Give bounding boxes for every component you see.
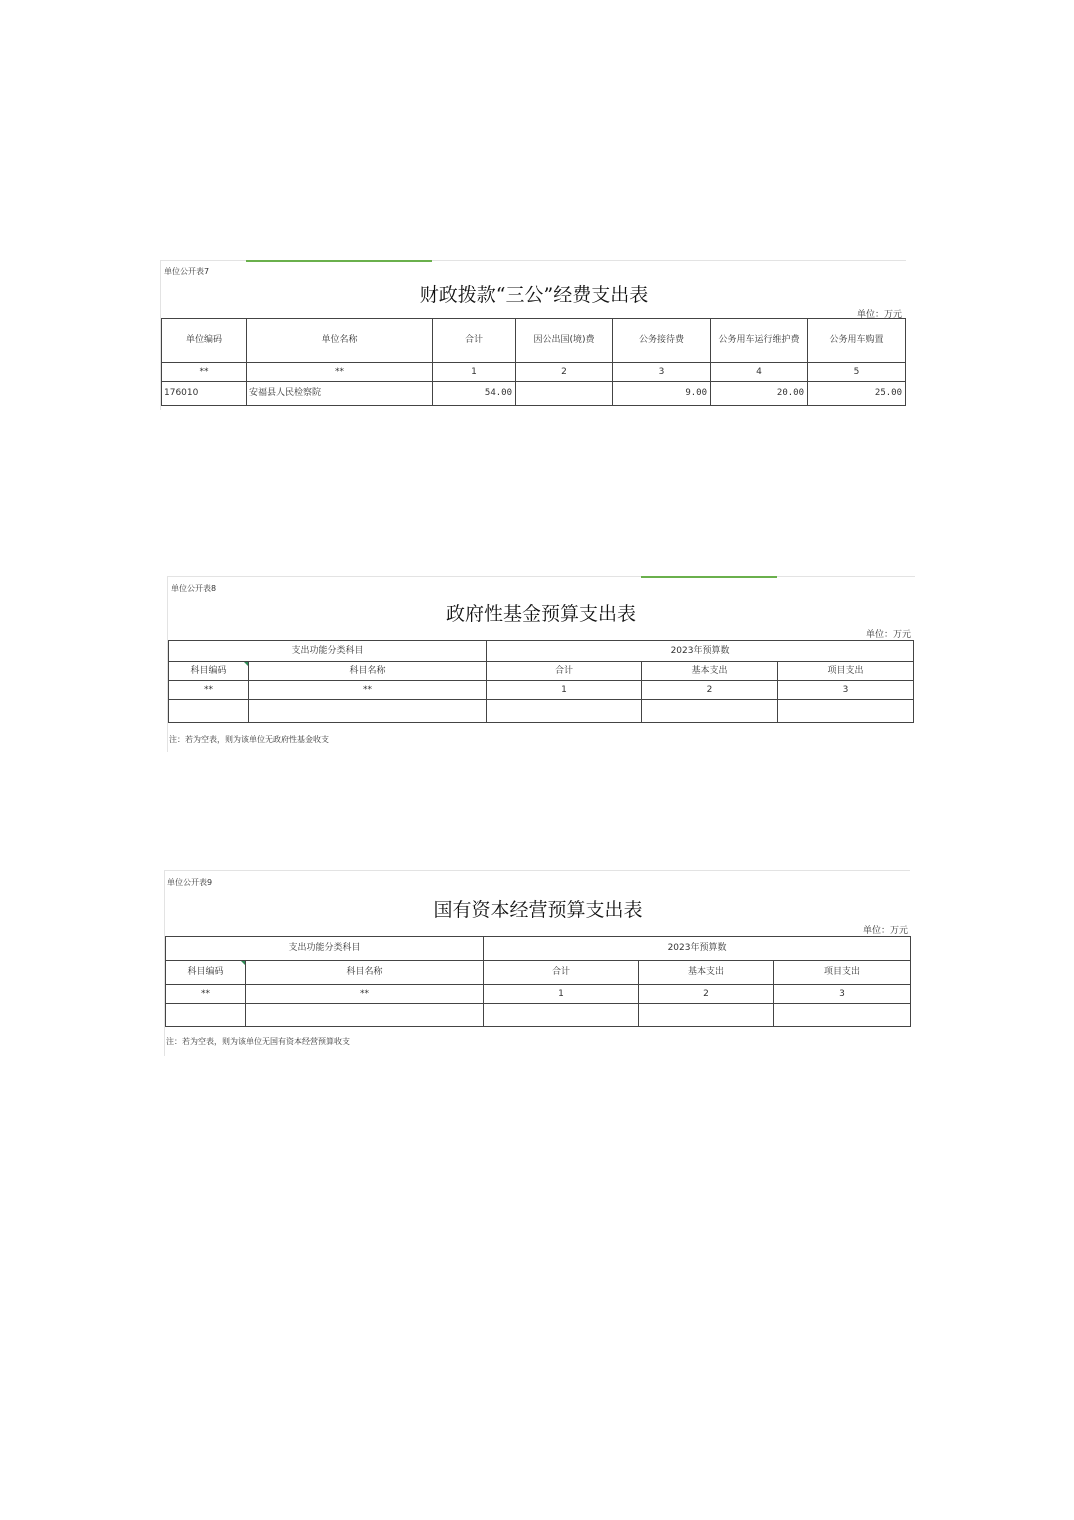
index-cell: 4 (711, 363, 808, 382)
table-title: 财政拨款“三公”经费支出表 (419, 284, 649, 306)
top-rule (167, 576, 915, 577)
vehicle-purchase-cell: 25.00 (808, 382, 906, 406)
unit-label: 单位：万元 (856, 310, 902, 320)
header-cell: 基本支出 (639, 961, 774, 985)
header-cell: 项目支出 (778, 662, 914, 681)
group-header-row (166, 937, 911, 961)
header-cell: 项目支出 (774, 961, 911, 985)
index-cell: 3 (778, 681, 914, 700)
index-cell: 5 (808, 363, 906, 382)
header-cell: 科目编码 (166, 961, 246, 985)
table-note: 注：若为空表，则为该单位无政府性基金收支 (169, 735, 329, 744)
header-cell: 基本支出 (642, 662, 778, 681)
header-row (169, 662, 914, 681)
selection-marker (246, 260, 432, 262)
empty-cell (484, 1004, 639, 1027)
group-header-cell: 2023年预算数 (487, 641, 914, 662)
empty-cell (169, 700, 249, 723)
empty-cell (774, 1004, 911, 1027)
unit-label: 单位：万元 (865, 630, 911, 640)
empty-cell (249, 700, 487, 723)
table-row (162, 382, 906, 406)
three-public-expense-table (161, 318, 906, 406)
index-cell: ** (169, 681, 249, 700)
empty-cell (642, 700, 778, 723)
index-cell: ** (247, 363, 433, 382)
table-code: 单位公开表8 (171, 584, 217, 593)
government-fund-table (168, 640, 914, 723)
index-row (169, 681, 914, 700)
header-row (166, 961, 911, 985)
empty-cell (166, 1004, 246, 1027)
group-header-row (169, 641, 914, 662)
empty-cell (778, 700, 914, 723)
table-row (166, 1004, 911, 1027)
header-row (162, 319, 906, 363)
index-cell: 1 (487, 681, 642, 700)
table-code: 单位公开表7 (164, 267, 210, 276)
index-cell: ** (162, 363, 247, 382)
table8-block (167, 576, 915, 752)
header-cell: 公务用车购置 (808, 319, 906, 363)
index-cell: 2 (639, 985, 774, 1004)
index-cell: 1 (433, 363, 516, 382)
header-cell: 科目编码 (169, 662, 249, 681)
header-cell: 公务接待费 (613, 319, 711, 363)
index-row (166, 985, 911, 1004)
header-cell: 单位编码 (162, 319, 247, 363)
total-cell: 54.00 (433, 382, 516, 406)
index-cell: ** (166, 985, 246, 1004)
header-cell: 合计 (433, 319, 516, 363)
top-rule (164, 870, 910, 871)
index-cell: 2 (516, 363, 613, 382)
table9-block (164, 870, 912, 1056)
group-header-cell: 支出功能分类科目 (169, 641, 487, 662)
group-header-cell: 支出功能分类科目 (166, 937, 484, 961)
header-cell: 合计 (484, 961, 639, 985)
overseas-cell (516, 382, 613, 406)
header-cell: 科目名称 (249, 662, 487, 681)
state-capital-table (165, 936, 911, 1027)
vehicle-operation-cell: 20.00 (711, 382, 808, 406)
table7-block (160, 260, 908, 410)
table-row (169, 700, 914, 723)
table-note: 注：若为空表，则为该单位无国有资本经营预算收支 (166, 1037, 350, 1046)
index-row (162, 363, 906, 382)
table-code: 单位公开表9 (167, 878, 213, 887)
index-cell: 1 (484, 985, 639, 1004)
unit-code-cell: 176010 (162, 382, 247, 406)
index-cell: ** (249, 681, 487, 700)
header-cell: 合计 (487, 662, 642, 681)
empty-cell (246, 1004, 484, 1027)
empty-cell (487, 700, 642, 723)
reception-cell: 9.00 (613, 382, 711, 406)
unit-label: 单位：万元 (862, 926, 908, 936)
index-cell: ** (246, 985, 484, 1004)
group-header-cell: 2023年预算数 (484, 937, 911, 961)
selection-marker (641, 576, 777, 578)
unit-name-cell: 安福县人民检察院 (247, 382, 433, 406)
index-cell: 2 (642, 681, 778, 700)
index-cell: 3 (774, 985, 911, 1004)
header-cell: 科目名称 (246, 961, 484, 985)
header-cell: 因公出国(境)费 (516, 319, 613, 363)
empty-cell (639, 1004, 774, 1027)
header-cell: 公务用车运行维护费 (711, 319, 808, 363)
table-title: 国有资本经营预算支出表 (433, 899, 643, 921)
header-cell: 单位名称 (247, 319, 433, 363)
table-title: 政府性基金预算支出表 (445, 603, 636, 625)
index-cell: 3 (613, 363, 711, 382)
